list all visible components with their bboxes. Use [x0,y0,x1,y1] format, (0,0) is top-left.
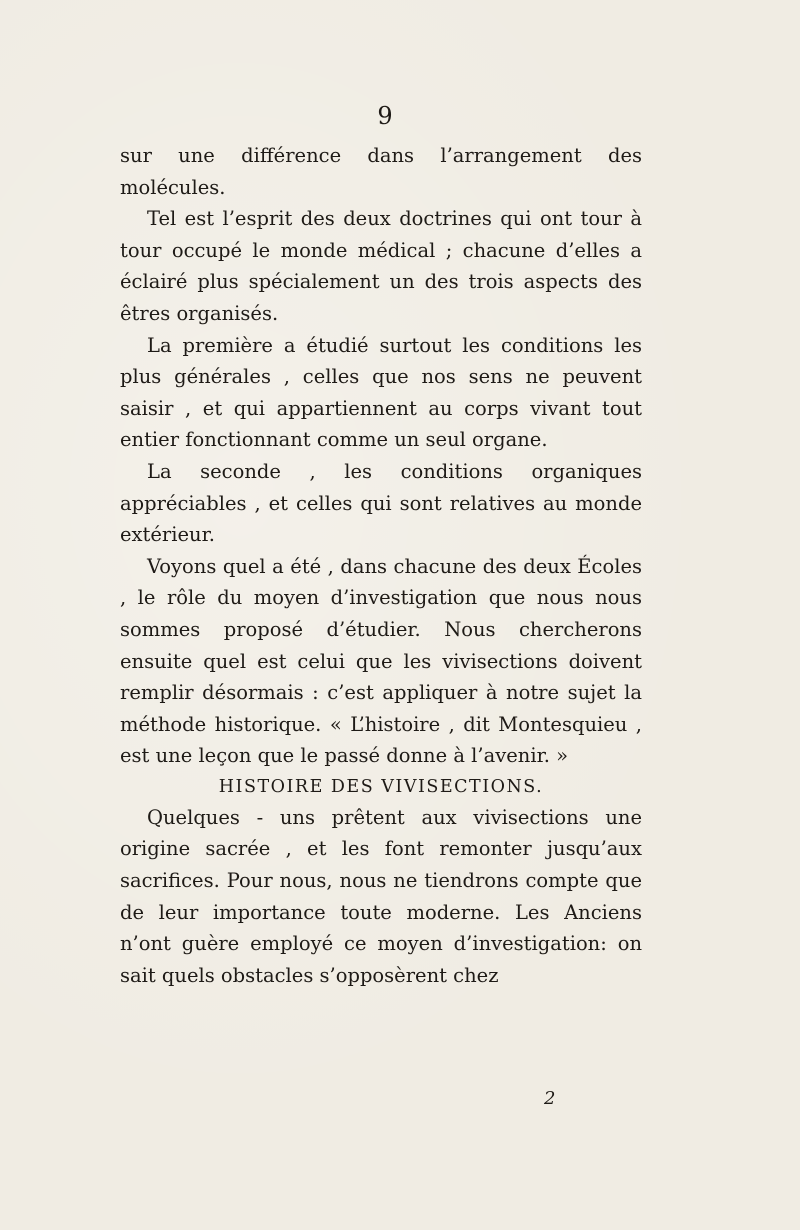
body-text [120,140,642,991]
paragraph: Quelques - uns prêtent aux vivisections une origine sacrée , et les font remonter jusqu’aux sacrifices. Pour nous, nous ne tiendrons compte que de leur importance toute moderne. Les Anciens n’ont guère employé ce moyen d’investigation: on sait quels obstacles s’opposèrent chez [120,805,642,987]
section-heading: HISTOIRE DES VIVISECTIONS. [218,776,544,797]
paragraph: La seconde , les conditions organiques appréciables , et celles qui sont relatives au monde extérieur. [120,459,642,547]
page-number: 9 [377,102,393,130]
paragraph: Tel est l’esprit des deux doctrines qui ont tour à tour occupé le monde médical ; chacune d’elles a éclairé plus spécialement un des trois aspects des êtres organisés. [120,207,642,325]
paragraph-continued: sur une différence dans l’arrangement des molécules. [120,144,642,199]
paragraph: Voyons quel a été , dans chacune des deux Écoles , le rôle du moyen d’investigation que nous nous sommes proposé d’étudier. Nous chercherons ensuite quel est celui que les vivisections doivent remplir désormais : c’est appliquer à notre sujet la méthode historique. « L’histoire , dit Montesquieu , est une leçon que le passé donne à l’avenir. » [120,554,642,768]
signature-mark: 2 [544,1088,556,1109]
paragraph: La première a étudié surtout les conditions les plus générales , celles que nos sens ne peuvent saisir , et qui appartiennent au corps vivant tout entier fonctionnant comme un seul organe. [120,333,642,452]
